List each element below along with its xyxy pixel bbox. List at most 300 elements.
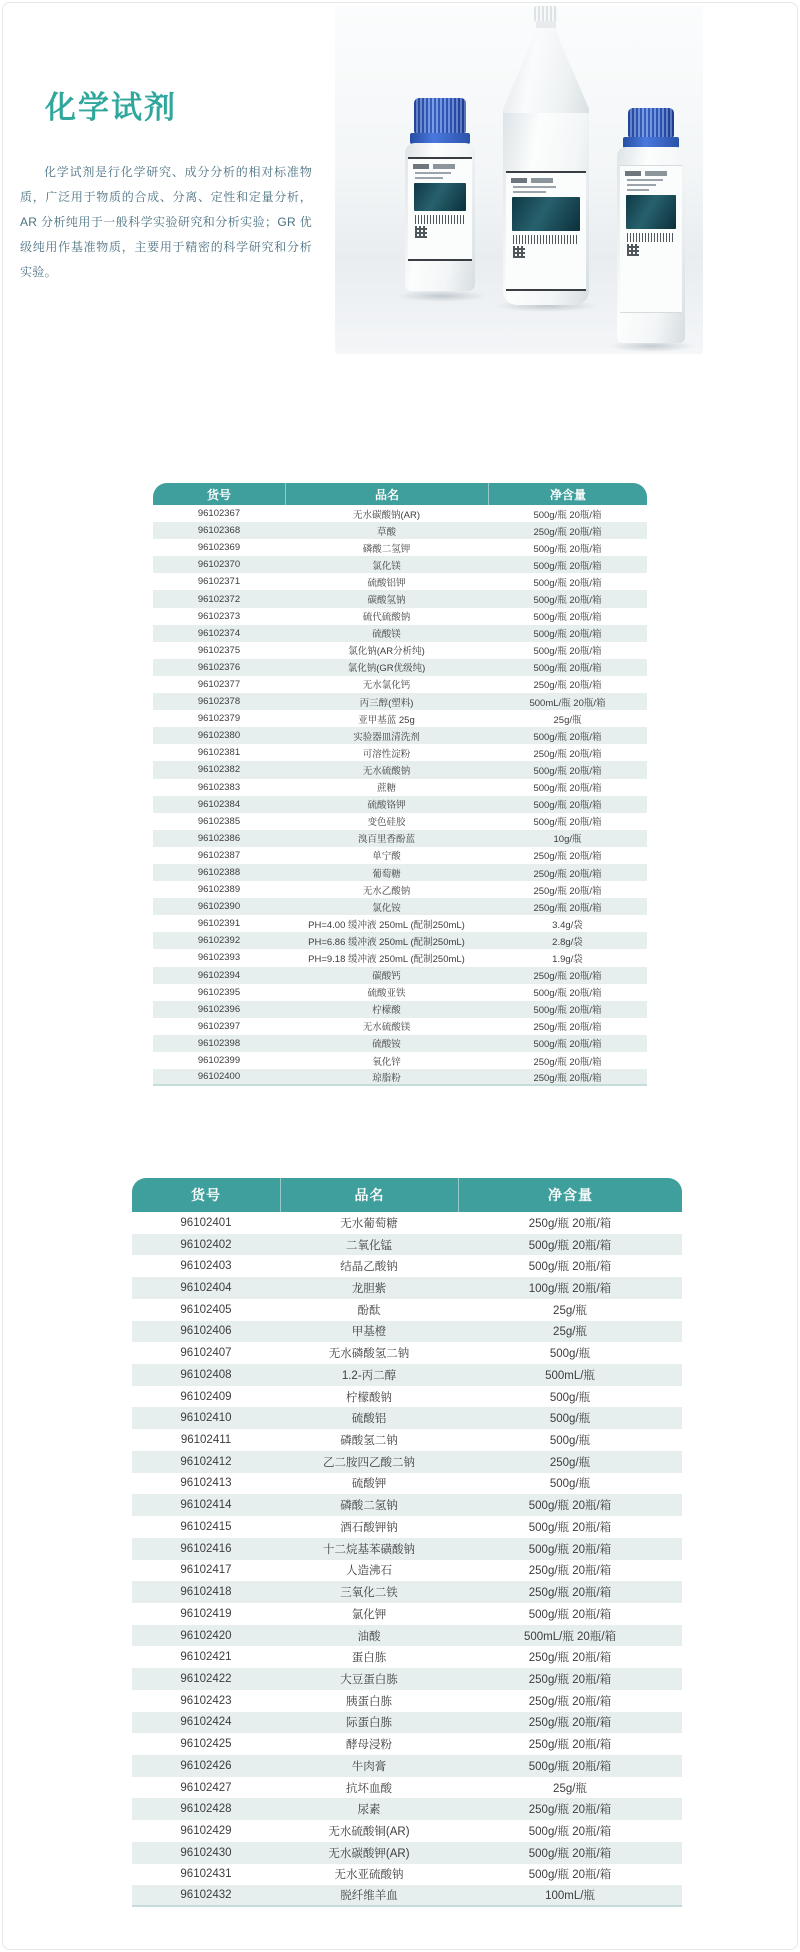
net-content: 500g/瓶 20瓶/箱 [533,817,602,829]
page-description: 化学试剂是行化学研究、成分分析的相对标准物质，广泛用于物质的合成、分离、定性和定量分析，AR 分析纯用于一般科学实验研究和分析实验；GR 优级纯用作基准物质，主要用于精密的科学研究和分析实验。 [20,165,312,279]
net-content: 500g/瓶 20瓶/箱 [528,1869,612,1882]
table-row [132,1321,682,1343]
product-code: 96102414 [132,1494,280,1516]
product-code: 96102424 [132,1712,280,1734]
product-code: 96102390 [153,898,285,915]
table-row [132,1603,682,1625]
product-name: 硫酸镁 [285,625,488,642]
product-name: 硫酸铵 [285,1035,488,1052]
product-code: 96102372 [153,590,285,607]
product-name: 氯化钠(AR分析纯) [348,646,425,658]
column-header: 品名 [285,483,488,505]
small-square-reagent-bottle [405,98,475,296]
table-row [132,1451,682,1473]
product-name: 碳酸钙 [285,967,488,984]
product-code: 96102385 [197,815,241,827]
product-name: 十二烷基苯磺酸钠 [280,1538,458,1560]
product-code: 96102369 [197,542,241,554]
product-name: 无水硫酸铜(AR) [328,1825,410,1838]
product-name: 硫酸钾 [351,1478,387,1491]
label-text-line [627,179,663,181]
table-row [132,1429,682,1451]
bottle-label [408,157,472,261]
table-row [132,1625,682,1647]
product-name: 尿素 [280,1798,458,1820]
bottle-body [405,143,475,291]
bottle-neck-ring [536,21,556,29]
product-name: 无水磷酸氢二钠 [328,1348,410,1361]
net-content: 100mL/瓶 [458,1885,682,1907]
table-row [153,796,647,813]
product-name: 无水乙酸钠 [362,885,411,897]
label-brand-marks [511,178,581,183]
reagent-table-1 [153,483,647,1086]
brand-logo [511,178,527,183]
product-code: 96102405 [180,1303,232,1316]
net-content: 500g/瓶 [458,1407,682,1429]
table-row [153,830,647,847]
product-name: 柠檬酸钠 [346,1391,392,1404]
net-content: 500g/瓶 [549,1391,591,1404]
medium-square-reagent-bottle [617,108,685,348]
product-code: 96102374 [153,625,285,642]
net-content: 25g/瓶 [553,714,582,726]
product-name: 溴百里香酚蓝 [285,830,488,847]
net-content: 250g/瓶 20瓶/箱 [533,748,602,760]
net-content: 500g/瓶 20瓶/箱 [458,1842,682,1864]
net-content: 250g/瓶 20瓶/箱 [488,864,647,881]
column-header: 净含量 [488,483,647,505]
product-code: 96102378 [153,693,285,710]
product-code: 96102387 [197,849,241,861]
product-code: 96102410 [132,1407,280,1429]
product-code: 96102432 [132,1885,280,1907]
brand-text [433,164,455,169]
net-content: 500g/瓶 20瓶/箱 [533,543,602,555]
label-text-line [627,189,649,191]
table-row [132,1277,682,1299]
net-content: 500g/瓶 [549,1348,591,1361]
net-content: 250g/瓶 20瓶/箱 [488,522,647,539]
product-name: 脱纤维羊血 [280,1885,458,1907]
table-row [153,864,647,881]
product-code: 96102416 [132,1538,280,1560]
product-code: 96102412 [132,1451,280,1473]
product-code: 96102430 [132,1842,280,1864]
net-content: 250g/瓶 20瓶/箱 [458,1581,682,1603]
label-qr-code [415,226,427,238]
table-row [132,1581,682,1603]
product-name: 无水硫酸钠 [285,761,488,778]
table-row [132,1473,682,1495]
net-content: 500g/瓶 [549,1478,591,1491]
table-row [153,642,647,659]
table-row [153,967,647,984]
net-content: 500g/瓶 20瓶/箱 [488,796,647,813]
product-code: 96102375 [197,644,241,656]
product-name: 单宁酸 [372,851,401,863]
table-row [132,1864,682,1886]
net-content: 500g/瓶 20瓶/箱 [488,761,647,778]
product-code: 96102389 [197,884,241,896]
product-name: 磷酸二氢钠 [280,1494,458,1516]
product-code: 96102415 [180,1520,232,1533]
table-row [153,693,647,710]
column-header: 净含量 [458,1178,682,1212]
product-name: 可溶性淀粉 [362,748,411,760]
product-name: 无水碳酸钾(AR) [280,1842,458,1864]
product-code: 96102408 [132,1364,280,1386]
table-row [153,761,647,778]
table-row [153,539,647,556]
product-code: 96102420 [132,1625,280,1647]
product-code: 96102381 [197,747,241,759]
product-code: 96102418 [132,1581,280,1603]
product-name: 甲基橙 [280,1321,458,1343]
label-qr-code [627,244,639,256]
bottle-cap [534,6,558,22]
net-content: 250g/瓶 20瓶/箱 [458,1798,682,1820]
product-name: 氧化锌 [372,1056,401,1068]
product-code: 96102392 [153,932,285,949]
table-row [153,744,647,761]
label-text-line [513,191,546,193]
table-row [132,1342,682,1364]
product-name: PH=4.00 缓冲液 250mL (配制250mL) [308,919,465,931]
net-content: 250g/瓶 20瓶/箱 [528,1217,612,1230]
product-name: 琼脂粉 [285,1069,488,1086]
table-row [153,813,647,830]
product-code: 96102426 [132,1755,280,1777]
net-content: 250g/瓶 20瓶/箱 [528,1739,612,1752]
brand-text [531,178,553,183]
table-row [153,898,647,915]
table-row [132,1646,682,1668]
product-code: 96102396 [153,1001,285,1018]
product-name: 变色硅胶 [367,817,406,829]
bottle-shoulder [503,28,589,114]
product-code: 96102403 [180,1260,232,1273]
net-content: 25g/瓶 [553,1782,587,1795]
product-name: 实验器皿清洗剂 [285,727,488,744]
table-row [153,881,647,898]
table-row [153,608,647,625]
table-row [132,1798,682,1820]
product-code: 96102423 [180,1694,232,1707]
product-name: 磷酸二氢钾 [362,543,411,555]
product-name: 牛肉膏 [280,1755,458,1777]
product-code: 96102377 [197,678,241,690]
product-code: 96102417 [180,1564,232,1577]
bottle-label [506,171,586,291]
page-title: 化学试剂 [45,90,177,125]
product-name: 油酸 [280,1625,458,1647]
product-name: 硫代硫酸钠 [362,612,411,624]
product-code: 96102376 [153,659,285,676]
product-name: 葡萄糖 [285,864,488,881]
column-header: 货号 [132,1178,280,1212]
table-row [153,1069,647,1086]
product-code: 96102404 [132,1277,280,1299]
table-row [153,779,647,796]
label-dark-panel [626,195,676,229]
product-code: 96102379 [197,713,241,725]
product-name: 际蛋白胨 [280,1712,458,1734]
net-content: 250g/瓶 20瓶/箱 [488,898,647,915]
label-barcode [513,235,579,244]
product-code: 96102413 [180,1477,232,1490]
product-code: 96102401 [180,1216,232,1229]
net-content: 500g/瓶 20瓶/箱 [458,1755,682,1777]
net-content: 500g/瓶 20瓶/箱 [488,556,647,573]
net-content: 10g/瓶 [488,830,647,847]
table-row [132,1255,682,1277]
product-code: 96102422 [132,1668,280,1690]
reagent-table-2 [132,1178,682,1907]
table-row [153,932,647,949]
net-content: 500g/瓶 20瓶/箱 [533,783,602,795]
label-dark-panel [512,197,580,231]
bottle-body [503,113,589,305]
product-code: 96102380 [153,727,285,744]
product-name: 二氧化锰 [280,1234,458,1256]
label-text-line [513,186,556,188]
product-code: 96102370 [153,556,285,573]
net-content: 500g/瓶 20瓶/箱 [533,612,602,624]
table-row [132,1364,682,1386]
product-name: 草酸 [285,522,488,539]
net-content: 500g/瓶 20瓶/箱 [488,625,647,642]
table-row [153,659,647,676]
table-row [153,1001,647,1018]
net-content: 250g/瓶 20瓶/箱 [528,1652,612,1665]
table-row [132,1712,682,1734]
product-name: PH=6.86 缓冲液 250mL (配制250mL) [285,932,488,949]
product-code: 96102421 [180,1651,232,1664]
table-row [153,590,647,607]
product-code: 96102425 [180,1738,232,1751]
table-row [153,1018,647,1035]
product-name: 氯化镁 [285,556,488,573]
product-name: 蛋白胨 [351,1652,387,1665]
net-content: 250g/瓶 20瓶/箱 [528,1695,612,1708]
product-name: 氯化铵 [285,898,488,915]
label-text-line [627,184,656,186]
net-content: 500g/瓶 20瓶/箱 [528,1261,612,1274]
table-row [132,1560,682,1582]
net-content: 500mL/瓶 [458,1364,682,1386]
table-row [153,1035,647,1052]
product-code: 96102431 [180,1868,232,1881]
table-row [153,727,647,744]
table-row [132,1538,682,1560]
product-code: 96102419 [180,1607,232,1620]
net-content: 500g/瓶 20瓶/箱 [533,988,602,1000]
tall-round-reagent-bottle [503,6,589,306]
table-row [132,1668,682,1690]
table-header-row [132,1178,682,1212]
table-row [132,1885,682,1907]
table-row [132,1407,682,1429]
bottle-body [617,147,685,343]
net-content: 500g/瓶 20瓶/箱 [458,1234,682,1256]
net-content: 500g/瓶 20瓶/箱 [533,577,602,589]
product-name: 丙三醇(塑料) [285,693,488,710]
net-content: 500g/瓶 20瓶/箱 [488,1035,647,1052]
table-row [153,505,647,522]
product-name: 酚酞 [357,1304,381,1317]
product-code: 96102384 [153,796,285,813]
label-qr-code [513,246,525,258]
product-name: 氯化钠(GR优级纯) [285,659,488,676]
table-row [132,1733,682,1755]
net-content: 500g/瓶 20瓶/箱 [528,1825,612,1838]
table-row [132,1494,682,1516]
table-row [132,1777,682,1799]
product-photo [335,6,703,354]
product-code: 96102395 [197,986,241,998]
table-row [132,1842,682,1864]
net-content: 500g/瓶 20瓶/箱 [488,727,647,744]
product-name: 1.2-丙二醇 [280,1364,458,1386]
table-row [153,949,647,966]
net-content: 500g/瓶 20瓶/箱 [533,646,602,658]
table-header-row [153,483,647,505]
table-row [153,1052,647,1069]
net-content: 250g/瓶 20瓶/箱 [458,1668,682,1690]
table-row [132,1755,682,1777]
product-code: 96102407 [180,1347,232,1360]
net-content: 500g/瓶 20瓶/箱 [528,1521,612,1534]
product-code: 96102400 [153,1069,285,1086]
table-row [153,625,647,642]
net-content: 250g/瓶 20瓶/箱 [533,1056,602,1068]
table-row [153,915,647,932]
table-row [132,1690,682,1712]
net-content: 25g/瓶 [553,1304,587,1317]
product-code: 96102367 [197,508,241,520]
product-name: 柠檬酸 [285,1001,488,1018]
table-row [153,573,647,590]
table-row [153,522,647,539]
table-row [132,1386,682,1408]
label-text-line [415,177,443,179]
product-name: 硫酸亚铁 [367,988,406,1000]
net-content: 2.8g/袋 [488,932,647,949]
net-content: 250g/瓶 20瓶/箱 [488,967,647,984]
net-content: 25g/瓶 [458,1321,682,1343]
product-name: 酵母浸粉 [346,1739,392,1752]
product-code: 96102388 [153,864,285,881]
column-header: 货号 [153,483,285,505]
product-code: 96102394 [153,967,285,984]
bottle-label [620,165,682,313]
product-name: 大豆蛋白胨 [280,1668,458,1690]
product-name: 无水硫酸镁 [362,1022,411,1034]
net-content: 500g/瓶 20瓶/箱 [488,659,647,676]
product-name: 亚甲基蓝 25g [358,714,415,726]
net-content: 3.4g/袋 [552,919,583,931]
net-content: 250g/瓶 20瓶/箱 [533,885,602,897]
net-content: 250g/瓶 20瓶/箱 [533,680,602,692]
product-code: 96102427 [180,1781,232,1794]
product-name: 三氧化二铁 [280,1581,458,1603]
product-code: 96102371 [197,576,241,588]
product-name: 胰蛋白胨 [346,1695,392,1708]
product-name: 无水亚硫酸钠 [334,1869,404,1882]
product-code: 96102383 [197,781,241,793]
net-content: 500mL/瓶 20瓶/箱 [488,693,647,710]
brand-logo [625,171,641,176]
table-row [153,984,647,1001]
net-content: 250g/瓶 20瓶/箱 [458,1712,682,1734]
product-name: 无水氯化钙 [362,680,411,692]
net-content: 500g/瓶 20瓶/箱 [533,509,602,521]
product-code: 96102382 [153,761,285,778]
brand-text [645,171,667,176]
product-code: 96102397 [197,1020,241,1032]
table-row [153,556,647,573]
net-content: 500mL/瓶 20瓶/箱 [458,1625,682,1647]
column-header: 品名 [280,1178,458,1212]
product-name: 蔗糖 [376,783,396,795]
product-code: 96102429 [180,1824,232,1837]
net-content: 1.9g/袋 [552,953,583,965]
product-name: 碳酸氢钠 [285,590,488,607]
product-name: PH=9.18 缓冲液 250mL (配制250mL) [308,953,465,965]
product-name: 抗坏血酸 [346,1782,392,1795]
table-row [153,847,647,864]
label-barcode [415,215,465,224]
net-content: 250g/瓶 20瓶/箱 [488,1069,647,1086]
product-name: 无水碳酸钠(AR) [352,509,421,521]
net-content: 500g/瓶 20瓶/箱 [458,1538,682,1560]
product-code: 96102428 [132,1798,280,1820]
table-row [132,1516,682,1538]
product-name: 乙二胺四乙酸二钠 [280,1451,458,1473]
product-name: 硫酸铝钾 [367,577,406,589]
bottle-cap [628,108,674,138]
net-content: 250g/瓶 20瓶/箱 [533,851,602,863]
label-dark-panel [414,183,466,211]
product-name: 酒石酸钾钠 [340,1521,398,1534]
net-content: 100g/瓶 20瓶/箱 [458,1277,682,1299]
product-name: 人造沸石 [346,1565,392,1578]
product-code: 96102391 [197,918,241,930]
label-barcode [627,233,675,242]
net-content: 500g/瓶 20瓶/箱 [488,1001,647,1018]
table-row [153,676,647,693]
product-name: 无水葡萄糖 [340,1217,398,1230]
table-row [132,1234,682,1256]
net-content: 500g/瓶 20瓶/箱 [488,590,647,607]
net-content: 500g/瓶 [549,1435,591,1448]
label-brand-marks [413,164,467,169]
net-content: 250g/瓶 20瓶/箱 [533,1022,602,1034]
label-brand-marks [625,171,677,176]
table-row [132,1820,682,1842]
product-code: 96102409 [180,1390,232,1403]
table-row [132,1212,682,1234]
net-content: 250g/瓶 20瓶/箱 [528,1565,612,1578]
product-code: 96102393 [197,952,241,964]
net-content: 250g/瓶 [458,1451,682,1473]
product-code: 96102411 [180,1434,232,1447]
product-code: 96102406 [132,1321,280,1343]
product-name: 氯化钾 [351,1608,387,1621]
product-code: 96102399 [197,1055,241,1067]
product-code: 96102386 [153,830,285,847]
